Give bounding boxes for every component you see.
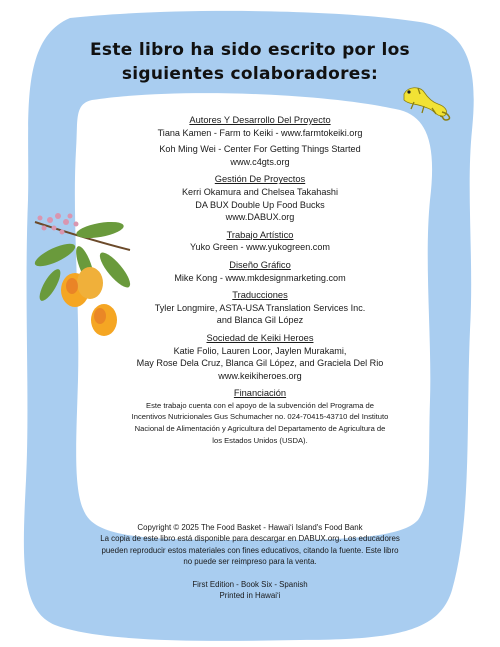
notice-line: La copia de este libro está disponible para descargar en DABUX.org. Los educadores — [100, 534, 400, 544]
credit-line: Yuko Green - www.yukogreen.com — [189, 242, 330, 253]
section-heading: Traducciones — [232, 290, 288, 301]
section-society — [100, 332, 420, 382]
credit-line: www.DABUX.org — [225, 212, 295, 223]
credit-line: Nacional de Alimentación y Agricultura del Departamento de Agricultura de — [134, 424, 386, 434]
credit-line: Kerri Okamura and Chelsea Takahashi — [181, 186, 339, 197]
credits-list — [100, 114, 420, 451]
credit-line: Katie Folio, Lauren Loor, Jaylen Murakami, — [173, 345, 347, 356]
section-heading: Autores Y Desarrollo Del Proyecto — [189, 115, 331, 125]
credit-line: www.c4gts.org — [230, 156, 290, 167]
credit-line: www.keikiheroes.org — [218, 370, 302, 381]
title-line-1: Este libro ha sido escrito por los — [90, 40, 410, 60]
title-line-2: siguientes colaboradores: — [121, 64, 379, 84]
notice-line: no puede ser reimpreso para la venta. — [183, 557, 317, 567]
section-design — [100, 259, 420, 284]
notice-line: pueden reproducir estos materiales con fines educativos, citando la fuente. Este libro — [101, 545, 399, 555]
section-heading: Sociedad de Keiki Heroes — [206, 332, 314, 343]
section-heading: Diseño Gráfico — [229, 259, 291, 270]
section-funding — [100, 387, 420, 446]
section-heading: Gestión De Proyectos — [214, 174, 306, 185]
credit-line: Tiana Kamen - Farm to Keiki - www.farmtokeiki.org — [157, 127, 363, 138]
credit-line: DA BUX Double Up Food Bucks — [195, 199, 325, 210]
section-heading: Financiación — [233, 388, 287, 399]
footer — [60, 522, 440, 601]
edition-line: First Edition - Book Six - Spanish — [192, 579, 308, 589]
section-management — [100, 173, 420, 223]
credit-line: Este trabajo cuenta con el apoyo de la subvención del Programa de — [146, 400, 374, 410]
credit-line: and Blanca Gil López — [216, 315, 304, 326]
printed-line: Printed in Hawaiʻi — [219, 591, 281, 601]
credit-line: los Estados Unidos (USDA). — [212, 435, 308, 445]
credit-line: Tyler Longmire, ASTA-USA Translation Services Inc. — [154, 302, 366, 313]
credit-line: Mike Kong - www.mkdesignmarketing.com — [174, 272, 346, 283]
page-title — [0, 38, 500, 86]
credit-line: Koh Ming Wei - Center For Getting Things Started — [159, 144, 361, 155]
section-authors — [100, 114, 420, 168]
section-heading: Trabajo Artístico — [226, 229, 294, 240]
section-translations — [100, 289, 420, 327]
section-art — [100, 229, 420, 254]
credit-line: Incentivos Nutricionales Gus Schumacher no. 024-70415-43710 del Instituto — [131, 412, 389, 422]
copyright-line: Copyright © 2025 The Food Basket - Hawaiʻi Island's Food Bank — [137, 523, 363, 532]
credit-line: May Rose Dela Cruz, Blanca Gil López, and Graciela Del Rio — [136, 358, 384, 369]
